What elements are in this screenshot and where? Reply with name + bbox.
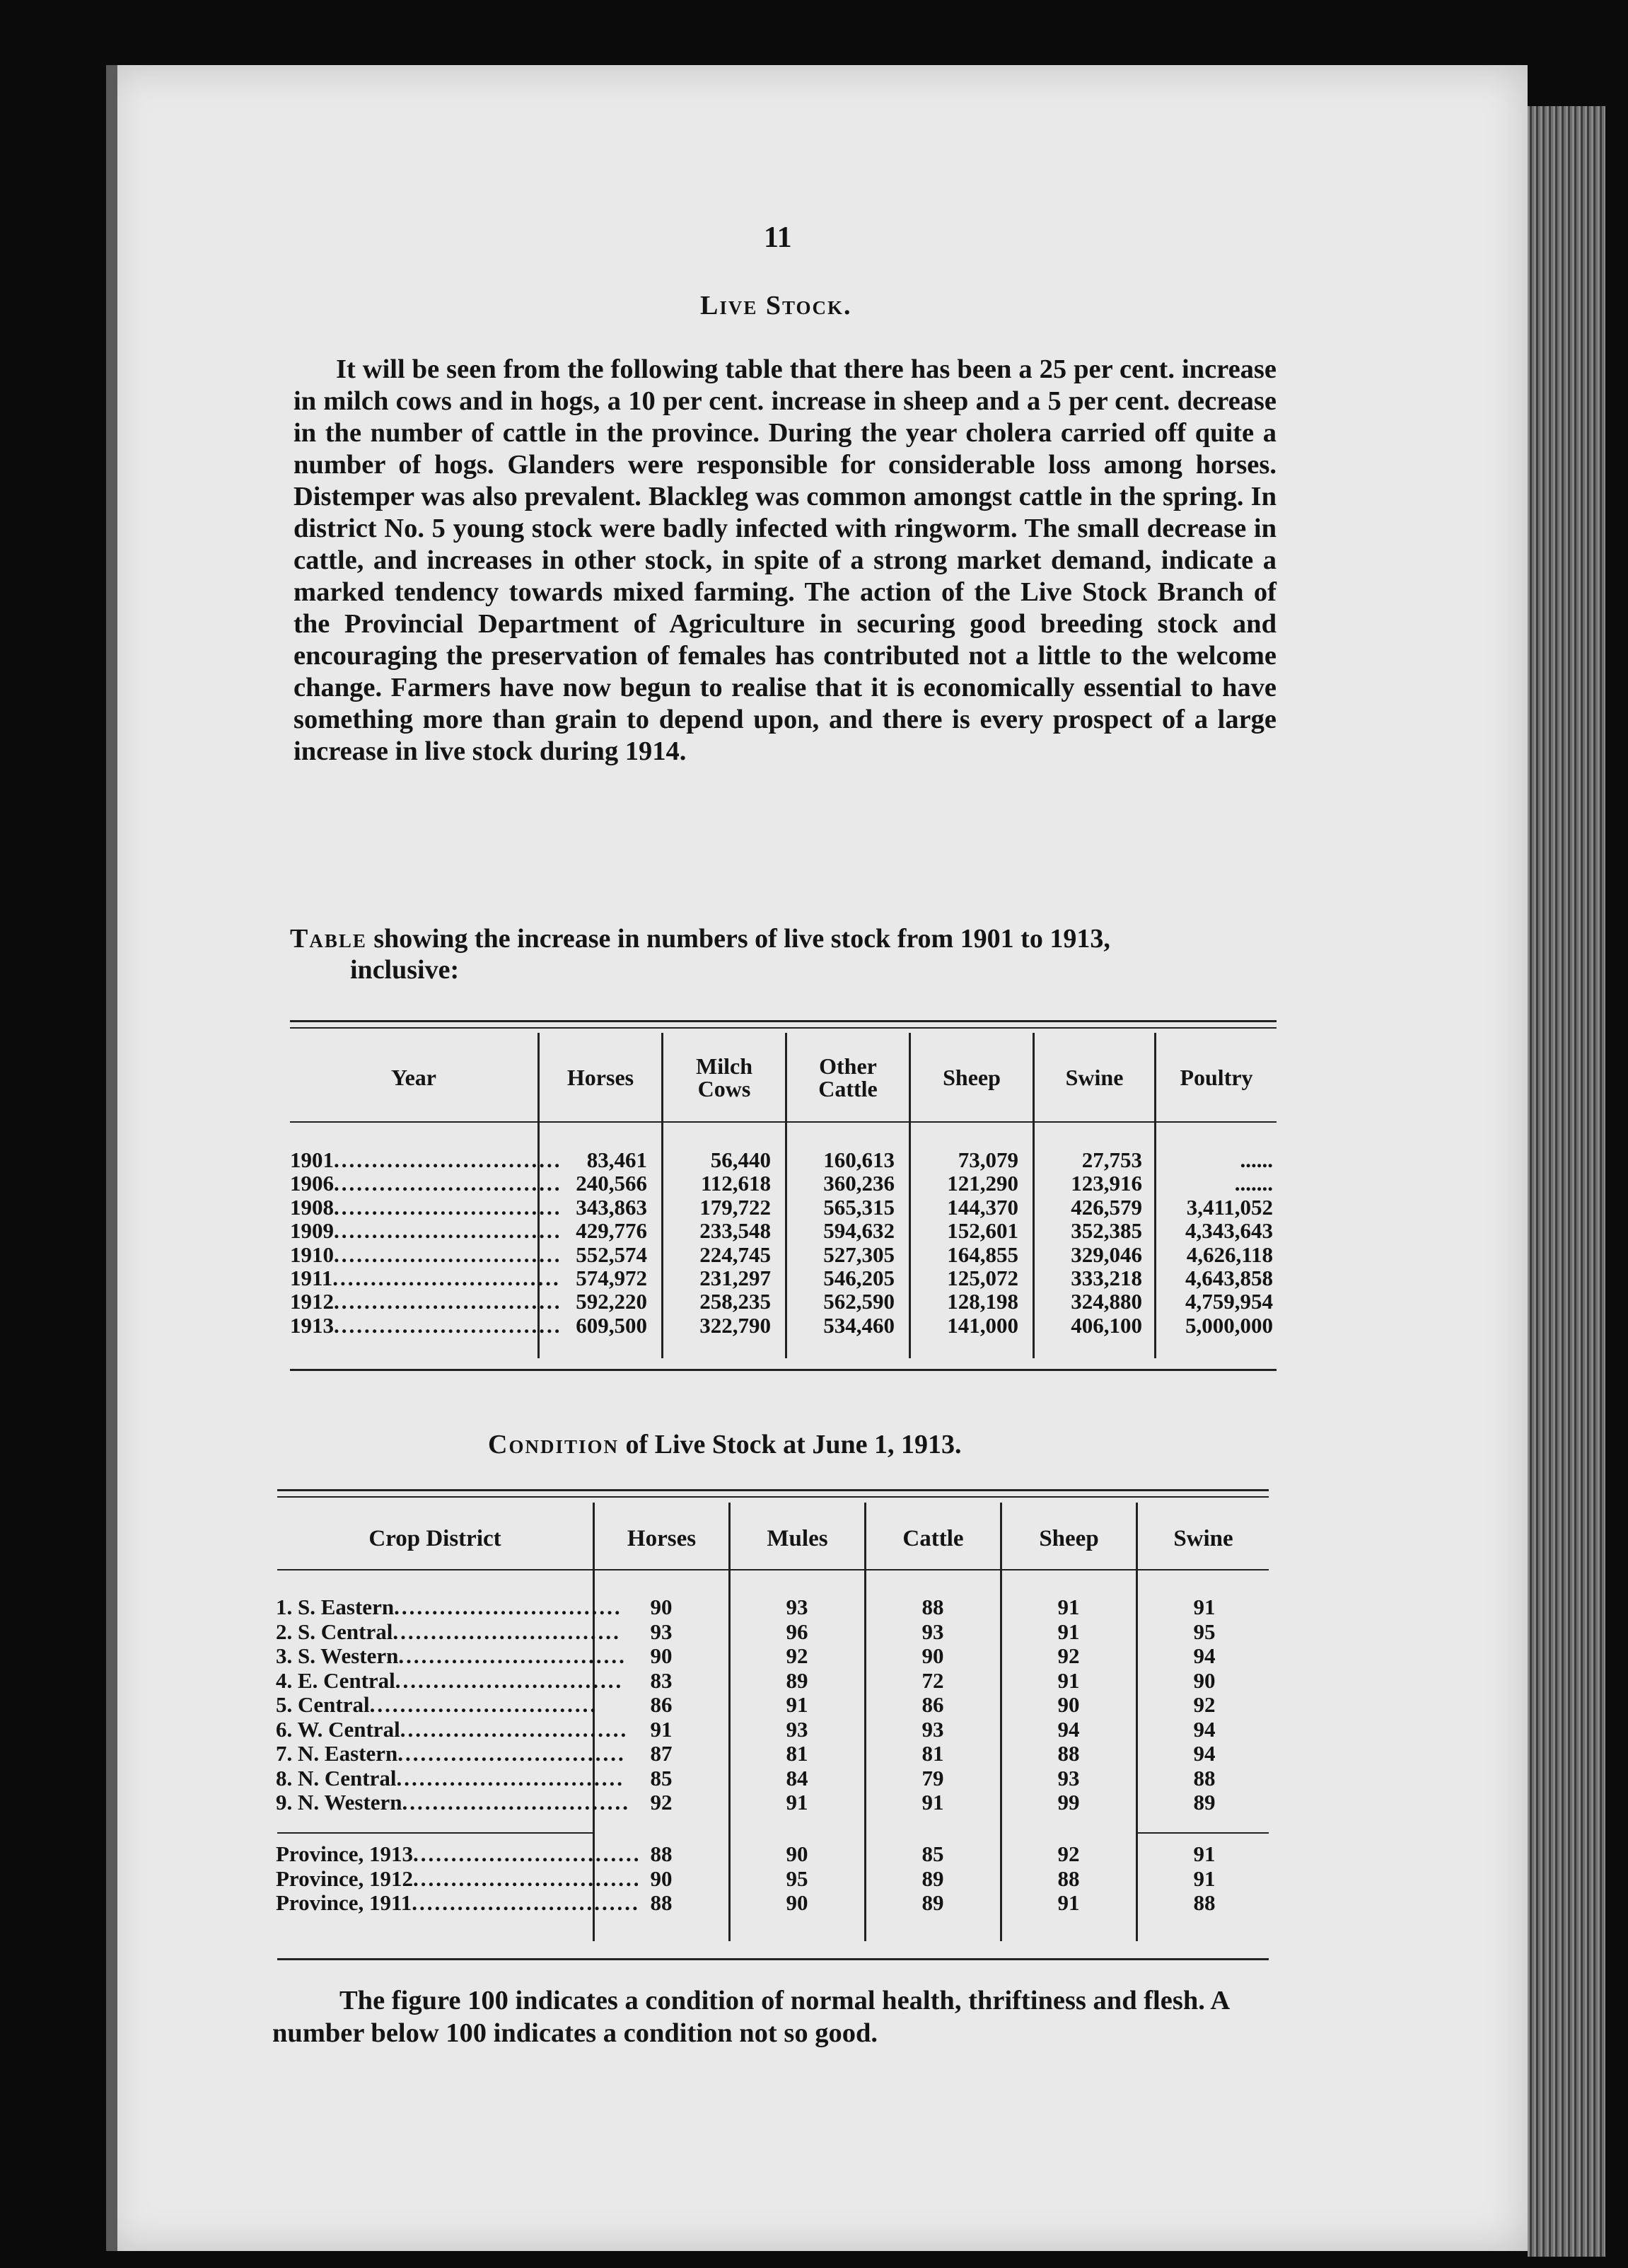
table1-cell: 73,079 bbox=[958, 1147, 1018, 1172]
table1-cell: 144,370 bbox=[947, 1194, 1018, 1220]
table2-province-sheep bbox=[1033, 1842, 1104, 1916]
table1-year: 1908 bbox=[290, 1194, 334, 1220]
table1-caption-line2: inclusive: bbox=[350, 955, 460, 985]
table1-cell: 123,916 bbox=[1071, 1171, 1142, 1196]
table1-cell: 4,343,643 bbox=[1185, 1218, 1273, 1244]
table1-caption-lead: Table bbox=[290, 924, 367, 954]
table1-year: 1901 bbox=[290, 1147, 334, 1172]
leader-dots: .............................. bbox=[332, 1266, 561, 1291]
leader-dots: .............................. bbox=[413, 1841, 641, 1866]
table2-district: 1. S. Eastern bbox=[276, 1595, 395, 1619]
table1-header-other-cattle-line1: Other bbox=[819, 1053, 877, 1079]
table2-cell: 93 bbox=[786, 1716, 808, 1742]
table2-cell: 79 bbox=[921, 1765, 944, 1790]
table1-header-sheep: Sheep bbox=[943, 1064, 1001, 1090]
table2-cell: 89 bbox=[786, 1667, 808, 1693]
table2-top-rule-2 bbox=[277, 1496, 1269, 1498]
table1-cell: 231,297 bbox=[699, 1266, 771, 1291]
table1-cell: 4,626,118 bbox=[1186, 1242, 1273, 1267]
table2-cell: 94 bbox=[1057, 1716, 1080, 1742]
table2-province-rule bbox=[1136, 1832, 1269, 1834]
table2-cell: 81 bbox=[921, 1741, 944, 1766]
table2-row bbox=[276, 1667, 624, 1694]
table1-header-milch-cows-line2: Cows bbox=[697, 1075, 751, 1101]
table2-cell: 92 bbox=[1193, 1692, 1216, 1717]
table1-year: 1909 bbox=[290, 1218, 334, 1244]
table2-header-sheep: Sheep bbox=[1039, 1525, 1099, 1551]
table2-cell: 92 bbox=[1057, 1643, 1080, 1668]
table2-cell: 86 bbox=[921, 1692, 944, 1717]
table2-cell: 94 bbox=[1193, 1741, 1216, 1766]
table2-district: 8. N. Central bbox=[276, 1765, 397, 1790]
table1-row bbox=[290, 1266, 561, 1291]
table2-row bbox=[276, 1716, 629, 1742]
leader-dots: .............................. bbox=[402, 1790, 631, 1815]
table1-cell: 56,440 bbox=[710, 1147, 771, 1172]
table1-header-other-cattle-line2: Cattle bbox=[818, 1075, 878, 1101]
leader-dots: .............................. bbox=[397, 1741, 626, 1766]
leader-dots: .............................. bbox=[334, 1147, 562, 1172]
table1-cell: 179,722 bbox=[699, 1194, 771, 1220]
table2-caption-text: of Live Stock at June 1, 1913. bbox=[625, 1430, 962, 1459]
table2-province-label: Province, 1912 bbox=[276, 1865, 414, 1891]
table1-cell: 152,601 bbox=[947, 1218, 1018, 1244]
table2-divider bbox=[728, 1503, 731, 1941]
table2-header-horses: Horses bbox=[627, 1525, 697, 1551]
table2-cell: 72 bbox=[921, 1667, 944, 1693]
table1-header-milch-cows bbox=[663, 1040, 785, 1114]
table1-cell: 258,235 bbox=[699, 1289, 771, 1314]
table2-cell: 89 bbox=[1193, 1790, 1216, 1815]
table1-top-rule-2 bbox=[290, 1027, 1277, 1029]
table2-divider bbox=[1000, 1503, 1002, 1941]
table1-cell: 128,198 bbox=[947, 1289, 1018, 1314]
table2-horses-column bbox=[626, 1595, 697, 1815]
leader-dots: .............................. bbox=[334, 1312, 562, 1338]
table2-cell: 91 bbox=[1193, 1841, 1216, 1866]
table2-cell: 88 bbox=[1057, 1741, 1080, 1766]
leader-dots: .............................. bbox=[334, 1194, 562, 1220]
table2-cell: 95 bbox=[1193, 1619, 1216, 1644]
table2-province-horses bbox=[626, 1842, 697, 1916]
table2-cell: 90 bbox=[650, 1865, 673, 1891]
table2-cell: 90 bbox=[1193, 1667, 1216, 1693]
table2-district: 3. S. Western bbox=[276, 1643, 399, 1668]
table1-row bbox=[290, 1289, 562, 1314]
table2-swine-column bbox=[1169, 1595, 1240, 1815]
table2-cell: 88 bbox=[650, 1890, 673, 1915]
table2-caption bbox=[488, 1429, 961, 1460]
table2-cell: 91 bbox=[1057, 1619, 1080, 1644]
table2-cell: 94 bbox=[1193, 1716, 1216, 1742]
page-left-edge bbox=[106, 65, 117, 2251]
table2-cell: 84 bbox=[786, 1765, 808, 1790]
table2-cell: 91 bbox=[1193, 1865, 1216, 1891]
table1-cell: 426,579 bbox=[1071, 1194, 1142, 1220]
table2-cell: 93 bbox=[786, 1595, 808, 1619]
table1-cell: 343,863 bbox=[576, 1194, 647, 1220]
table2-row bbox=[276, 1692, 598, 1718]
table2-district: 2. S. Central bbox=[276, 1619, 393, 1644]
table2-province-cattle bbox=[897, 1842, 968, 1916]
table2-district-column bbox=[276, 1595, 631, 1815]
section-title: Live Stock. bbox=[700, 291, 852, 320]
table1-cell: ...... bbox=[1240, 1147, 1273, 1172]
table2-province-row bbox=[276, 1890, 640, 1916]
table1-cell: 562,590 bbox=[823, 1289, 895, 1314]
table1-cell: 3,411,052 bbox=[1186, 1194, 1273, 1220]
table1-horses-column bbox=[548, 1148, 647, 1337]
table2-cell: 90 bbox=[786, 1841, 808, 1866]
table1-year: 1913 bbox=[290, 1312, 334, 1338]
table2-top-rule bbox=[277, 1489, 1269, 1491]
table2-mules-column bbox=[762, 1595, 832, 1815]
table1-cell: 552,574 bbox=[576, 1242, 647, 1267]
table2-row bbox=[276, 1765, 624, 1791]
table1-year: 1911 bbox=[290, 1266, 333, 1291]
table2-cell: 93 bbox=[921, 1619, 944, 1644]
table1-row bbox=[290, 1194, 562, 1220]
table1-cell: 352,385 bbox=[1071, 1218, 1142, 1244]
table1-swine-column bbox=[1040, 1148, 1142, 1337]
table2-cell: 92 bbox=[1057, 1841, 1080, 1866]
table1-cell: 322,790 bbox=[699, 1312, 771, 1338]
table2-cell: 96 bbox=[786, 1619, 808, 1644]
table2-row bbox=[276, 1619, 621, 1645]
table1-milch-cows-column bbox=[672, 1148, 771, 1337]
table1-sheep-column bbox=[919, 1148, 1018, 1337]
table1-cell: 121,290 bbox=[947, 1171, 1018, 1196]
table2-district: 4. E. Central bbox=[276, 1667, 395, 1693]
table2-cell: 91 bbox=[786, 1790, 808, 1815]
table2-cell: 90 bbox=[786, 1890, 808, 1915]
table2-cell: 92 bbox=[650, 1790, 673, 1815]
table2-header-rule bbox=[277, 1569, 1269, 1570]
table1-header-other-cattle bbox=[787, 1040, 909, 1114]
table2-caption-lead: Condition bbox=[488, 1430, 619, 1459]
table1-cell: 594,632 bbox=[823, 1218, 895, 1244]
table2-cell: 87 bbox=[650, 1741, 673, 1766]
table2-cell: 99 bbox=[1057, 1790, 1080, 1815]
table2-cell: 88 bbox=[650, 1841, 673, 1866]
table1-caption-text: showing the increase in numbers of live stock from 1901 to 1913, bbox=[373, 924, 1110, 954]
table2-district: 9. N. Western bbox=[276, 1790, 402, 1815]
table1-cell: 406,100 bbox=[1071, 1312, 1142, 1338]
table1-year-column bbox=[290, 1147, 562, 1338]
table1-year: 1906 bbox=[290, 1171, 334, 1196]
table2-row bbox=[276, 1790, 631, 1815]
table2-cell: 83 bbox=[650, 1667, 673, 1693]
table2-cell: 92 bbox=[786, 1643, 808, 1668]
table1-header-milch-cows-line1: Milch bbox=[696, 1053, 752, 1079]
table2-province-swine bbox=[1169, 1842, 1240, 1916]
table2-row bbox=[276, 1643, 627, 1669]
table1-cell: 233,548 bbox=[699, 1218, 771, 1244]
table1-cell: 333,218 bbox=[1071, 1266, 1142, 1291]
table2-province-column bbox=[276, 1841, 641, 1916]
table1-cell: 240,566 bbox=[576, 1171, 647, 1196]
table1-poultry-column bbox=[1160, 1148, 1273, 1337]
table1-bottom-rule bbox=[290, 1369, 1277, 1371]
table1-cell: 546,205 bbox=[823, 1266, 895, 1291]
table2-province-row bbox=[276, 1865, 641, 1892]
leader-dots: .............................. bbox=[412, 1890, 640, 1915]
table2-province-rule bbox=[277, 1832, 593, 1834]
table1-cell: 592,220 bbox=[576, 1289, 647, 1314]
table1-header-horses: Horses bbox=[566, 1064, 634, 1090]
table2-cell: 93 bbox=[650, 1619, 673, 1644]
table2-cell: 88 bbox=[921, 1595, 944, 1619]
table1-header-swine: Swine bbox=[1065, 1064, 1124, 1090]
table1-cell: 324,880 bbox=[1071, 1289, 1142, 1314]
table1-cell: 329,046 bbox=[1071, 1242, 1142, 1267]
table1-cell: 574,972 bbox=[576, 1266, 647, 1291]
table2-cell: 91 bbox=[1193, 1595, 1216, 1619]
table1-cell: 565,315 bbox=[823, 1194, 895, 1220]
table2-bottom-rule bbox=[277, 1958, 1269, 1960]
table1-top-rule bbox=[290, 1020, 1277, 1022]
leader-dots: .............................. bbox=[334, 1171, 562, 1196]
table2-cell: 90 bbox=[650, 1643, 673, 1668]
table1-cell: 609,500 bbox=[576, 1312, 647, 1338]
table2-cell: 81 bbox=[786, 1741, 808, 1766]
table2-district: 6. W. Central bbox=[276, 1716, 400, 1742]
table1-cell: 83,461 bbox=[586, 1147, 647, 1172]
table2-row bbox=[276, 1741, 626, 1766]
leader-dots: .............................. bbox=[396, 1765, 624, 1790]
table1-cell: ....... bbox=[1234, 1171, 1273, 1196]
table2-district: 7. N. Eastern bbox=[276, 1741, 398, 1766]
table1-header-year: Year bbox=[391, 1064, 436, 1090]
table2-divider bbox=[864, 1503, 866, 1941]
table1-header-rule bbox=[290, 1121, 1277, 1124]
table2-cell: 91 bbox=[1057, 1595, 1080, 1619]
leader-dots: .............................. bbox=[413, 1865, 641, 1891]
table1-year: 1910 bbox=[290, 1242, 334, 1267]
footnote-paragraph: The figure 100 indicates a condition of normal health, thriftiness and flesh. A number below 100 indicates a condition not so good. bbox=[272, 1986, 1229, 2048]
table2-cell: 85 bbox=[650, 1765, 673, 1790]
table2-district: 5. Central bbox=[276, 1692, 370, 1717]
table2-cell: 90 bbox=[650, 1595, 673, 1619]
table1-cell: 160,613 bbox=[823, 1147, 895, 1172]
intro-paragraph: It will be seen from the following table that there has been a 25 per cent. increase in milch cows and in hogs, a 10 per cent. increase in sheep and a 5 per cent. decrease in the number of cattle in the province. During the year cholera carried off quite a number of hogs. Glanders were responsible for considerable loss among horses. Distemper was also prevalent. Blackleg was common amongst cattle in the spring. In district No. 5 young stock were badly infected with ringworm. The small decrease in cattle, and increases in other stock, in spite of a strong market demand, indicate a marked tendency towards mixed farming. The action of the Live Stock Branch of the Provincial Department of Agriculture in securing good breeding stock and encouraging the preservation of females has contributed not a little to the welcome change. Farmers have now begun to realise that it is economically essential to have something more than grain to depend upon, and there is every prospect of a large increase in live stock during 1914. bbox=[293, 354, 1277, 766]
leader-dots: .............................. bbox=[398, 1643, 627, 1668]
table2-province-label: Province, 1911 bbox=[276, 1890, 412, 1915]
table1-cell: 164,855 bbox=[947, 1242, 1018, 1267]
table2-cell: 91 bbox=[650, 1716, 673, 1742]
table2-cell: 91 bbox=[921, 1790, 944, 1815]
table2-cell: 91 bbox=[1057, 1667, 1080, 1693]
table2-cell: 93 bbox=[1057, 1765, 1080, 1790]
table2-cattle-column bbox=[897, 1595, 968, 1815]
leader-dots: .............................. bbox=[394, 1595, 622, 1619]
table2-sheep-column bbox=[1033, 1595, 1104, 1815]
table2-cell: 90 bbox=[1057, 1692, 1080, 1717]
table2-cell: 86 bbox=[650, 1692, 673, 1717]
table1-cell: 27,753 bbox=[1081, 1147, 1142, 1172]
table2-province-row bbox=[276, 1841, 641, 1867]
table1-cell: 4,759,954 bbox=[1185, 1289, 1273, 1314]
table2-province-label: Province, 1913 bbox=[276, 1841, 414, 1866]
table2-cell: 95 bbox=[786, 1865, 808, 1891]
table1-header-poultry: Poultry bbox=[1180, 1064, 1253, 1090]
table1-row bbox=[290, 1147, 562, 1172]
table1-row bbox=[290, 1171, 562, 1196]
table1-row bbox=[290, 1242, 562, 1267]
table1-cell: 360,236 bbox=[823, 1171, 895, 1196]
leader-dots: .............................. bbox=[334, 1218, 562, 1244]
table1-row bbox=[290, 1312, 562, 1338]
table2-cell: 89 bbox=[921, 1865, 944, 1891]
leader-dots: .............................. bbox=[395, 1667, 624, 1693]
table2-divider bbox=[1136, 1503, 1138, 1941]
page-number: 11 bbox=[764, 221, 792, 254]
table1-row bbox=[290, 1218, 562, 1244]
table2-cell: 90 bbox=[921, 1643, 944, 1668]
table2-header-mules: Mules bbox=[767, 1525, 828, 1551]
table1-cell: 527,305 bbox=[823, 1242, 895, 1267]
table1-cell: 112,618 bbox=[700, 1171, 771, 1196]
table2-cell: 88 bbox=[1193, 1765, 1216, 1790]
table2-header-district: Crop District bbox=[368, 1525, 501, 1551]
table2-header-cattle: Cattle bbox=[902, 1525, 964, 1551]
table1-cell: 4,643,858 bbox=[1185, 1266, 1273, 1291]
table1-cell: 429,776 bbox=[576, 1218, 647, 1244]
table2-cell: 88 bbox=[1057, 1865, 1080, 1891]
table2-cell: 89 bbox=[921, 1890, 944, 1915]
table1-cell: 534,460 bbox=[823, 1312, 895, 1338]
table2-cell: 91 bbox=[786, 1692, 808, 1717]
table1-other-cattle-column bbox=[796, 1148, 895, 1337]
table1-cell: 141,000 bbox=[947, 1312, 1018, 1338]
table1-cell: 125,072 bbox=[947, 1266, 1018, 1291]
table2-header-swine: Swine bbox=[1173, 1525, 1233, 1551]
book-page-edges bbox=[1528, 106, 1605, 2257]
table1-caption bbox=[290, 923, 1280, 985]
leader-dots: .............................. bbox=[369, 1692, 598, 1717]
table1-cell: 224,745 bbox=[699, 1242, 771, 1267]
table2-cell: 85 bbox=[921, 1841, 944, 1866]
leader-dots: .............................. bbox=[393, 1619, 621, 1644]
table2-province-mules bbox=[762, 1842, 832, 1916]
table2-row bbox=[276, 1595, 622, 1620]
table1-cell: 5,000,000 bbox=[1185, 1312, 1273, 1338]
leader-dots: .............................. bbox=[400, 1716, 629, 1742]
table2-cell: 93 bbox=[921, 1716, 944, 1742]
leader-dots: .............................. bbox=[334, 1289, 562, 1314]
table2-cell: 94 bbox=[1193, 1643, 1216, 1668]
table1-year: 1912 bbox=[290, 1289, 334, 1314]
table2-cell: 88 bbox=[1193, 1890, 1216, 1915]
leader-dots: .............................. bbox=[334, 1242, 562, 1267]
table2-cell: 91 bbox=[1057, 1890, 1080, 1915]
